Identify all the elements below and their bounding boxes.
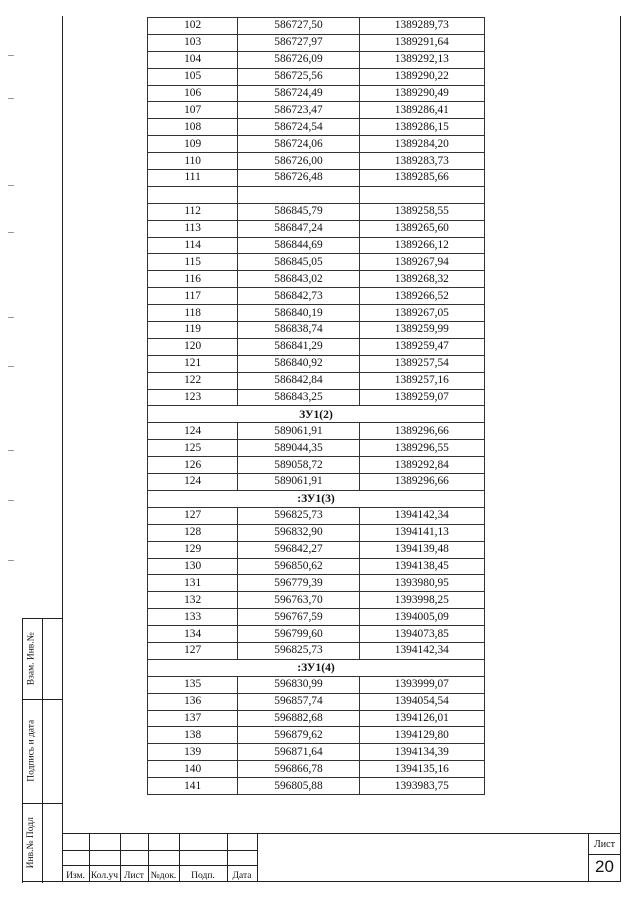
y-coordinate-cell: 1389290,49 <box>359 85 484 102</box>
table-row <box>148 558 485 575</box>
y-coordinate-cell: 1389259,47 <box>359 338 484 355</box>
x-coordinate-cell: 586727,97 <box>238 34 359 51</box>
table-row <box>148 119 485 136</box>
point-number-cell: 117 <box>148 288 238 305</box>
stamp-label-replace-inv: Взам. Инв.№ <box>26 632 37 686</box>
y-coordinate-cell: 1389296,55 <box>359 440 484 457</box>
x-coordinate-cell: 596850,62 <box>238 558 359 575</box>
x-coordinate-cell: 596767,59 <box>238 609 359 626</box>
point-number-cell: 123 <box>148 389 238 406</box>
title-block-sign-label: Подп. <box>191 871 215 881</box>
title-block-count-label: Кол.уч <box>90 871 119 881</box>
y-coordinate-cell: 1393980,95 <box>359 575 484 592</box>
point-number-cell: 125 <box>148 440 238 457</box>
point-number-cell: 120 <box>148 338 238 355</box>
point-number-cell: 104 <box>148 51 238 68</box>
point-number-cell: 102 <box>148 18 238 35</box>
y-coordinate-cell: 1389257,54 <box>359 355 484 372</box>
x-coordinate-cell: 586724,06 <box>238 136 359 153</box>
y-coordinate-cell: 1394134,39 <box>359 744 484 761</box>
x-coordinate-cell: 596842,27 <box>238 541 359 558</box>
x-coordinate-cell: 596805,88 <box>238 778 359 795</box>
table-row <box>148 541 485 558</box>
table-row <box>148 693 485 710</box>
table-row <box>148 609 485 626</box>
x-coordinate-cell: 586725,56 <box>238 68 359 85</box>
title-block-change-label: Изм. <box>66 871 85 881</box>
sheet-label: Лист <box>594 839 615 850</box>
point-number-cell: 119 <box>148 322 238 339</box>
frame-right-border <box>620 16 621 882</box>
point-number-cell: 107 <box>148 102 238 119</box>
section-header-row <box>148 490 485 507</box>
y-coordinate-cell: 1389296,66 <box>359 474 484 491</box>
title-block <box>62 833 621 882</box>
table-row <box>148 305 485 322</box>
x-coordinate-cell: 586840,92 <box>238 355 359 372</box>
y-coordinate-cell: 1389296,66 <box>359 423 484 440</box>
point-number-cell: 124 <box>148 423 238 440</box>
x-coordinate-cell: 596763,70 <box>238 592 359 609</box>
y-coordinate-cell: 1389289,73 <box>359 18 484 35</box>
y-coordinate-cell: 1389286,41 <box>359 102 484 119</box>
x-coordinate-cell: 589044,35 <box>238 440 359 457</box>
point-number-cell: 115 <box>148 254 238 271</box>
table-row <box>148 85 485 102</box>
y-coordinate-cell: 1389285,66 <box>359 170 484 187</box>
stamp-label-signature-date: Подпись и дата <box>26 719 37 783</box>
table-row <box>148 170 485 187</box>
point-number-cell: 128 <box>148 524 238 541</box>
point-number-cell: 141 <box>148 778 238 795</box>
title-block-doc-label: №док. <box>150 871 177 881</box>
x-coordinate-cell: 586842,84 <box>238 372 359 389</box>
point-number-cell: 109 <box>148 136 238 153</box>
point-number-cell: 110 <box>148 153 238 170</box>
x-coordinate-cell: 596879,62 <box>238 727 359 744</box>
x-coordinate-cell: 596866,78 <box>238 761 359 778</box>
point-number-cell: 140 <box>148 761 238 778</box>
table-row <box>148 68 485 85</box>
y-coordinate-cell: 1389284,20 <box>359 136 484 153</box>
table-row <box>148 676 485 693</box>
x-coordinate-cell: 586838,74 <box>238 322 359 339</box>
y-coordinate-cell: 1393999,07 <box>359 676 484 693</box>
point-number-cell: 133 <box>148 609 238 626</box>
point-number-cell: 126 <box>148 457 238 474</box>
y-coordinate-cell: 1394126,01 <box>359 710 484 727</box>
table-row <box>148 524 485 541</box>
point-number-cell: 134 <box>148 626 238 643</box>
y-coordinate-cell: 1389267,05 <box>359 305 484 322</box>
x-coordinate-cell: 586727,50 <box>238 18 359 35</box>
table-row <box>148 153 485 170</box>
table-row <box>148 355 485 372</box>
table-row <box>148 203 485 220</box>
x-coordinate-cell <box>238 186 359 203</box>
x-coordinate-cell: 586844,69 <box>238 237 359 254</box>
x-coordinate-cell: 586726,48 <box>238 170 359 187</box>
y-coordinate-cell: 1394129,80 <box>359 727 484 744</box>
x-coordinate-cell: 586840,19 <box>238 305 359 322</box>
point-number-cell: 129 <box>148 541 238 558</box>
x-coordinate-cell: 586726,00 <box>238 153 359 170</box>
table-row <box>148 220 485 237</box>
section-header-row <box>148 406 485 423</box>
y-coordinate-cell: 1394142,34 <box>359 507 484 524</box>
y-coordinate-cell: 1389266,52 <box>359 288 484 305</box>
point-number-cell: 131 <box>148 575 238 592</box>
y-coordinate-cell: 1389286,15 <box>359 119 484 136</box>
table-row <box>148 507 485 524</box>
y-coordinate-cell: 1389291,64 <box>359 34 484 51</box>
point-number-cell: 118 <box>148 305 238 322</box>
point-number-cell: 114 <box>148 237 238 254</box>
y-coordinate-cell: 1394073,85 <box>359 626 484 643</box>
y-coordinate-cell: 1389290,22 <box>359 68 484 85</box>
x-coordinate-cell: 586842,73 <box>238 288 359 305</box>
x-coordinate-cell: 596832,90 <box>238 524 359 541</box>
table-row <box>148 271 485 288</box>
table-row <box>148 727 485 744</box>
table-row <box>148 778 485 795</box>
y-coordinate-cell: 1393998,25 <box>359 592 484 609</box>
y-coordinate-cell: 1389259,99 <box>359 322 484 339</box>
section-label: ЗУ1(2) <box>148 406 485 423</box>
y-coordinate-cell: 1394141,13 <box>359 524 484 541</box>
x-coordinate-cell: 586845,05 <box>238 254 359 271</box>
table-row <box>148 288 485 305</box>
x-coordinate-cell: 586726,09 <box>238 51 359 68</box>
table-row <box>148 372 485 389</box>
table-row <box>148 592 485 609</box>
binding-edge-marks <box>4 0 18 905</box>
point-number-cell: 130 <box>148 558 238 575</box>
y-coordinate-cell: 1394142,34 <box>359 642 484 659</box>
y-coordinate-cell: 1389265,60 <box>359 220 484 237</box>
table-row <box>148 237 485 254</box>
table-row <box>148 474 485 491</box>
point-number-cell: 127 <box>148 507 238 524</box>
point-number-cell <box>148 186 238 203</box>
y-coordinate-cell: 1394139,48 <box>359 541 484 558</box>
table-row <box>148 642 485 659</box>
stamp-label-original-inv: Инв.№ Подл <box>26 817 37 869</box>
point-number-cell: 136 <box>148 693 238 710</box>
table-row <box>148 423 485 440</box>
x-coordinate-cell: 586845,79 <box>238 203 359 220</box>
x-coordinate-cell: 589058,72 <box>238 457 359 474</box>
y-coordinate-cell: 1389266,12 <box>359 237 484 254</box>
table-row <box>148 254 485 271</box>
point-number-cell: 138 <box>148 727 238 744</box>
table-row <box>148 186 485 203</box>
title-block-date-label: Дата <box>232 871 252 881</box>
coordinates-table <box>147 17 485 795</box>
table-row <box>148 710 485 727</box>
table-row <box>148 338 485 355</box>
y-coordinate-cell: 1393983,75 <box>359 778 484 795</box>
point-number-cell: 122 <box>148 372 238 389</box>
y-coordinate-cell: 1389268,32 <box>359 271 484 288</box>
y-coordinate-cell: 1389292,84 <box>359 457 484 474</box>
y-coordinate-cell: 1389283,73 <box>359 153 484 170</box>
y-coordinate-cell: 1389257,16 <box>359 372 484 389</box>
x-coordinate-cell: 596830,99 <box>238 676 359 693</box>
x-coordinate-cell: 586724,54 <box>238 119 359 136</box>
point-number-cell: 135 <box>148 676 238 693</box>
y-coordinate-cell: 1394138,45 <box>359 558 484 575</box>
table-row <box>148 626 485 643</box>
x-coordinate-cell: 596779,39 <box>238 575 359 592</box>
point-number-cell: 137 <box>148 710 238 727</box>
point-number-cell: 124 <box>148 474 238 491</box>
table-row <box>148 34 485 51</box>
left-side-stamp <box>22 618 62 883</box>
section-label: :ЗУ1(4) <box>148 659 485 676</box>
point-number-cell: 116 <box>148 271 238 288</box>
y-coordinate-cell: 1394054,54 <box>359 693 484 710</box>
x-coordinate-cell: 596871,64 <box>238 744 359 761</box>
point-number-cell: 139 <box>148 744 238 761</box>
point-number-cell: 132 <box>148 592 238 609</box>
title-block-sheet-label: Лист <box>124 871 144 881</box>
y-coordinate-cell: 1394005,09 <box>359 609 484 626</box>
x-coordinate-cell: 596882,68 <box>238 710 359 727</box>
y-coordinate-cell: 1389267,94 <box>359 254 484 271</box>
table-row <box>148 457 485 474</box>
x-coordinate-cell: 596857,74 <box>238 693 359 710</box>
x-coordinate-cell: 589061,91 <box>238 474 359 491</box>
y-coordinate-cell <box>359 186 484 203</box>
sheet-number: 20 <box>595 857 614 876</box>
table-row <box>148 440 485 457</box>
x-coordinate-cell: 586841,29 <box>238 338 359 355</box>
point-number-cell: 105 <box>148 68 238 85</box>
table-row <box>148 389 485 406</box>
point-number-cell: 108 <box>148 119 238 136</box>
table-row <box>148 322 485 339</box>
point-number-cell: 106 <box>148 85 238 102</box>
frame-left-border <box>62 16 63 882</box>
x-coordinate-cell: 586723,47 <box>238 102 359 119</box>
table-row <box>148 51 485 68</box>
point-number-cell: 111 <box>148 170 238 187</box>
section-label: :ЗУ1(3) <box>148 490 485 507</box>
x-coordinate-cell: 586843,02 <box>238 271 359 288</box>
table-row <box>148 744 485 761</box>
x-coordinate-cell: 596825,73 <box>238 642 359 659</box>
table-row <box>148 102 485 119</box>
x-coordinate-cell: 586724,49 <box>238 85 359 102</box>
table-row <box>148 575 485 592</box>
y-coordinate-cell: 1394135,16 <box>359 761 484 778</box>
table-row <box>148 761 485 778</box>
point-number-cell: 121 <box>148 355 238 372</box>
x-coordinate-cell: 596825,73 <box>238 507 359 524</box>
y-coordinate-cell: 1389259,07 <box>359 389 484 406</box>
point-number-cell: 113 <box>148 220 238 237</box>
y-coordinate-cell: 1389258,55 <box>359 203 484 220</box>
section-header-row <box>148 659 485 676</box>
table-row <box>148 136 485 153</box>
point-number-cell: 127 <box>148 642 238 659</box>
table-row <box>148 18 485 35</box>
point-number-cell: 103 <box>148 34 238 51</box>
x-coordinate-cell: 586847,24 <box>238 220 359 237</box>
x-coordinate-cell: 586843,25 <box>238 389 359 406</box>
point-number-cell: 112 <box>148 203 238 220</box>
x-coordinate-cell: 589061,91 <box>238 423 359 440</box>
sheet-number-box <box>588 834 621 882</box>
x-coordinate-cell: 596799,60 <box>238 626 359 643</box>
y-coordinate-cell: 1389292,13 <box>359 51 484 68</box>
